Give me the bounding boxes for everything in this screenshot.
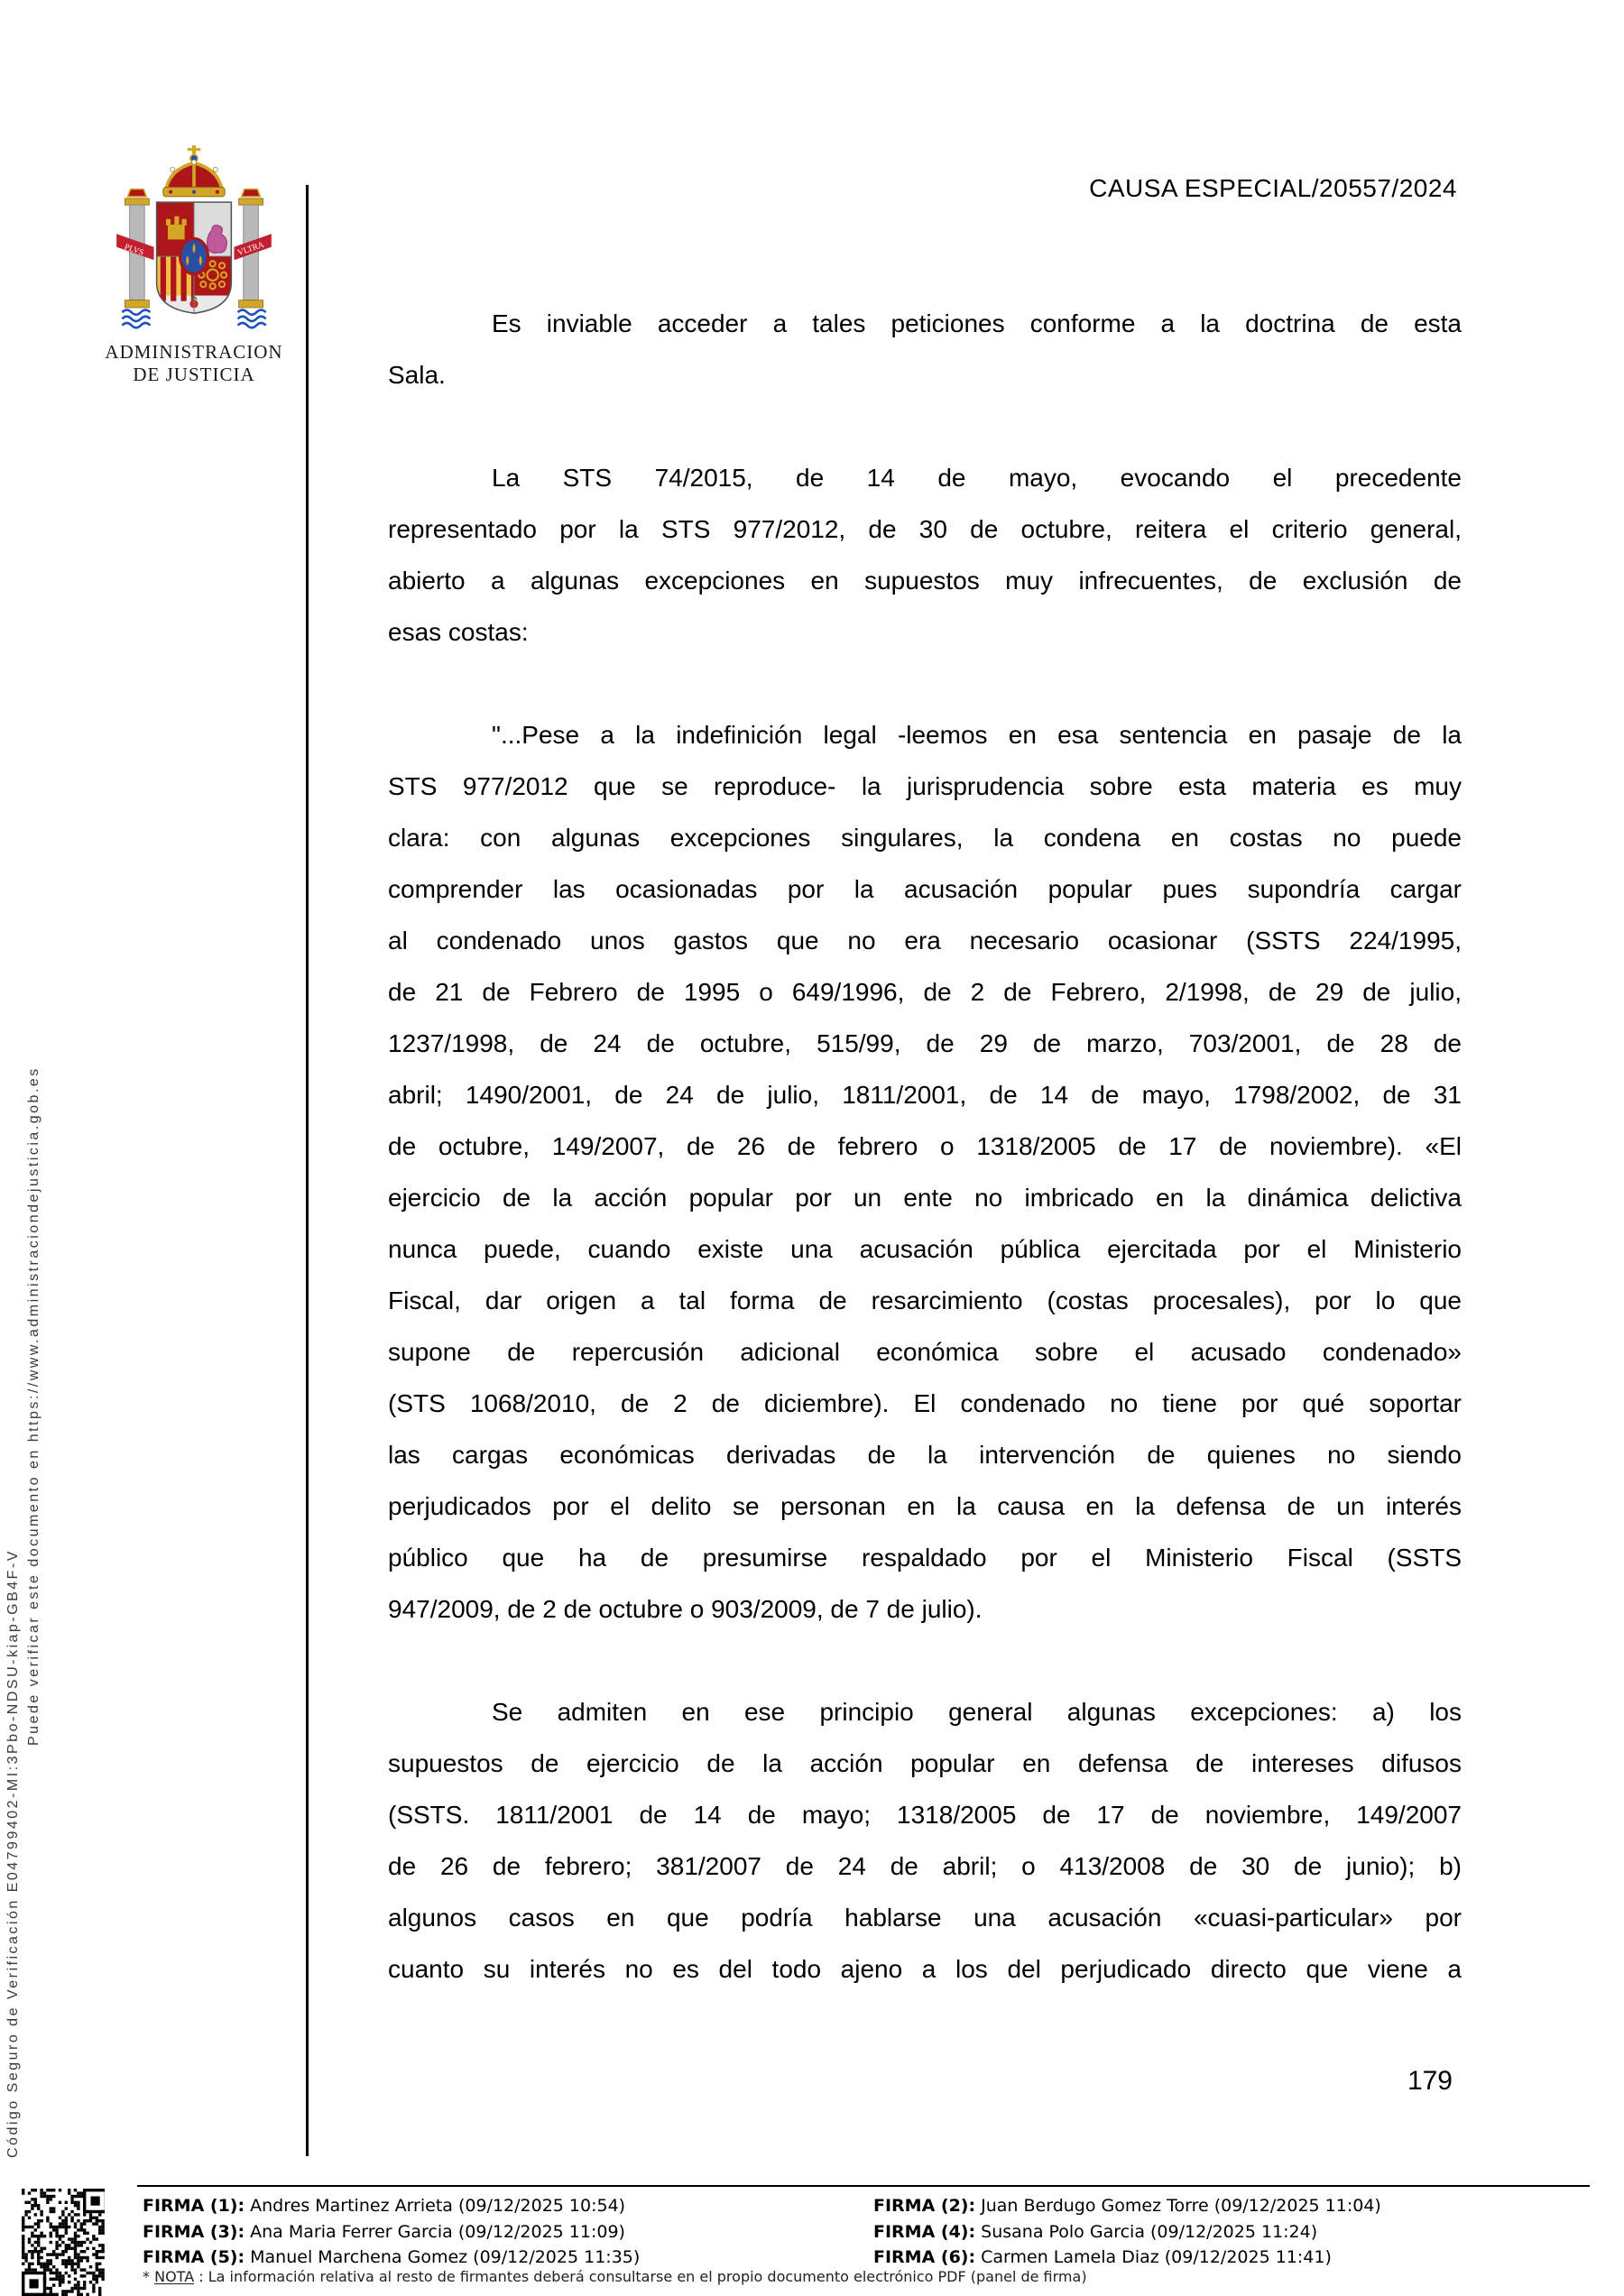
signature-value: Carmen Lamela Diaz (09/12/2025 11:41) [975,2247,1332,2267]
body-line: Fiscal, dar origen a tal forma de resarcimiento (costas procesales), por lo que [388,1286,1462,1314]
body-line: abierto a algunas excepciones en supuestos muy infrecuentes, de exclusión de [388,567,1462,595]
body-line: al condenado unos gastos que no era necesario ocasionar (SSTS 224/1995, [388,927,1462,954]
signature-label: FIRMA (6): [873,2247,976,2267]
body-line: La STS 74/2015, de 14 de mayo, evocando el precedente [492,464,1462,492]
body-line: Se admiten en ese principio general algunas excepciones: a) los [492,1698,1462,1726]
signature-label: FIRMA (1): [143,2196,245,2216]
signature-row-3 [143,2219,640,2245]
body-line: de octubre, 149/2007, de 26 de febrero o 1318/2005 de 17 de noviembre). «El [388,1132,1462,1160]
note-text: : La información relativa al resto de firmantes deberá consultarse en el propio documento electrónico PDF (panel de firma) [194,2268,1087,2285]
body-line: nunca puede, cuando existe una acusación pública ejercitada por el Ministerio [388,1235,1462,1263]
signature-value: Andres Martinez Arrieta (09/12/2025 10:54) [245,2196,626,2216]
body-line: ejercicio de la acción popular por un ente no imbricado en la dinámica delictiva [388,1184,1462,1212]
body-line: perjudicados por el delito se personan en la causa en la defensa de un interés [388,1492,1462,1520]
body-line: de 26 de febrero; 381/2007 de 24 de abril; o 413/2008 de 30 de junio); b) [388,1852,1462,1880]
body-line: las cargas económicas derivadas de la intervención de quienes no siendo [388,1441,1462,1469]
org-name-line1: ADMINISTRACION [105,341,283,363]
signature-row-1 [143,2193,640,2219]
body-line: clara: con algunas excepciones singulares, la condena en costas no puede [388,824,1462,852]
signature-label: FIRMA (4): [873,2221,976,2242]
body-line: comprender las ocasionadas por la acusación popular pues supondría cargar [388,875,1462,903]
body-line: de 21 de Febrero de 1995 o 649/1996, de 2 de Febrero, 2/1998, de 29 de julio, [388,978,1462,1006]
body-line: cuanto su interés no es del todo ajeno a los del perjudicado directo que viene a [388,1955,1462,1983]
body-line: 947/2009, de 2 de octubre o 903/2009, de 7 de julio). [388,1595,983,1623]
motto-plvs: PLVS [123,243,145,258]
signature-row-5 [143,2245,640,2271]
document-body [388,298,1462,2046]
signature-label: FIRMA (2): [873,2196,976,2216]
body-line: 1237/1998, de 24 de octubre, 515/99, de 29 de marzo, 703/2001, de 28 de [388,1029,1462,1057]
body-line: STS 977/2012 que se reproduce- la jurisprudencia sobre esta materia es muy [388,772,1462,800]
body-line: algunos casos en que podría hablarse una acusación «cuasi-particular» por [388,1904,1462,1932]
paragraph-4 [388,1686,1462,1995]
body-line: público que ha de presumirse respaldado por el Ministerio Fiscal (SSTS [388,1544,1462,1572]
page-number: 179 [1407,2066,1453,2096]
signature-column-left [143,2193,640,2271]
signature-value: Manuel Marchena Gomez (09/12/2025 11:35) [245,2247,641,2267]
signature-row-6 [873,2245,1381,2271]
signature-note [143,2268,1087,2285]
signature-value: Ana Maria Ferrer Garcia (09/12/2025 11:09) [245,2221,625,2242]
note-label: NOTA [154,2268,195,2285]
signature-row-4 [873,2219,1381,2245]
note-prefix: * [143,2268,155,2285]
body-line: supuestos de ejercicio de la acción popular en defensa de intereses difusos [388,1749,1462,1777]
signature-column-right [873,2193,1381,2271]
body-line: (STS 1068/2010, de 2 de diciembre). El condenado no tiene por qué soportar [388,1389,1462,1417]
body-line: abril; 1490/2001, de 24 de julio, 1811/2001, de 14 de mayo, 1798/2002, de 31 [388,1081,1462,1109]
body-line: representado por la STS 977/2012, de 30 de octubre, reitera el criterio general, [388,515,1462,543]
paragraph-2 [388,452,1462,658]
signature-row-2 [873,2193,1381,2219]
secure-verification-code: Código Seguro de Verificación E04799402-MI:3Pbo-NDSU-kiap-GB4F-V [5,1549,21,2158]
signature-label: FIRMA (5): [143,2247,245,2267]
signature-value: Juan Berdugo Gomez Torre (09/12/2025 11:04) [975,2196,1381,2216]
body-line: (SSTS. 1811/2001 de 14 de mayo; 1318/2005 de 17 de noviembre, 149/2007 [388,1801,1462,1829]
motto-vltra: VLTRA [236,240,266,258]
body-line: esas costas: [388,618,529,646]
org-name-line2: DE JUSTICIA [133,364,255,385]
paragraph-1 [388,298,1462,401]
body-line: "...Pese a la indefinición legal -leemos en esa sentencia en pasaje de la [492,721,1462,749]
qr-code [22,2189,105,2296]
ministry-logo [104,144,284,386]
body-line: supone de repercusión adicional económica sobre el acusado condenado» [388,1338,1462,1366]
coat-of-arms-icon [115,144,273,336]
footer-separator-line [137,2185,1590,2187]
body-line: Es inviable acceder a tales peticiones conforme a la doctrina de esta [492,309,1462,337]
signature-label: FIRMA (3): [143,2221,245,2242]
body-line: Sala. [388,361,446,389]
verification-url-note: Puede verificar este documento en https://www.administraciondejusticia.gob.es [26,1066,42,1746]
margin-divider-line [306,185,309,2156]
paragraph-3 [388,709,1462,1635]
case-reference: CAUSA ESPECIAL/20557/2024 [1089,174,1457,202]
signature-value: Susana Polo Garcia (09/12/2025 11:24) [975,2221,1318,2242]
